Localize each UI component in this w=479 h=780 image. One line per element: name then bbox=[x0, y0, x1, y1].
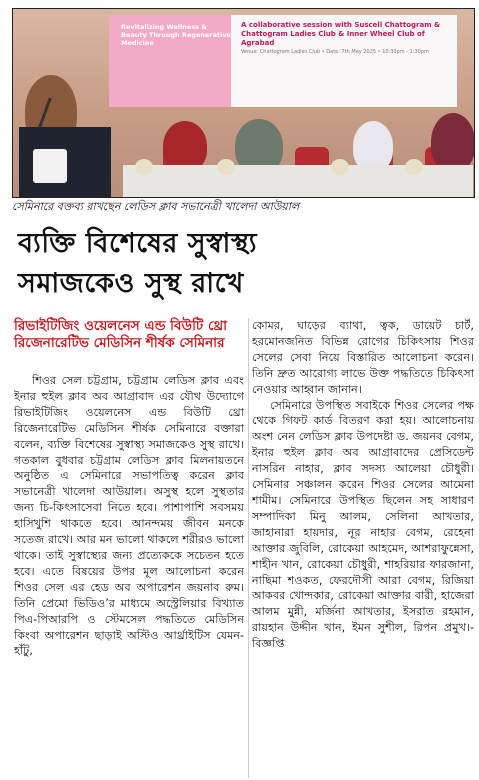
paragraph: শিওর সেল চট্টগ্রাম, চট্টগ্রাম লেডিস ক্লাব এবং ইনার হুইল ক্লাব অব আগ্রাবাদ এর যৌথ উদ্যোগে রিভাইটিজিং ওয়েলনেস এন্ড বিউটি থ্রো রিজেনারেটিভ মেডিসিন শীর্ষক সেমিনারে বক্তারা বলেন, ব্যক্তি বিশেষের সুস্বাস্থ্য সমাজকেও সুস্থ রাখে। গতকাল বুধবার চট্টগ্রাম লেডিস ক্লাব মিলনায়তনে অনুষ্ঠিত এ সেমিনারে সভাপতিত্ব করেন ক্লাব সভানেত্রী খালেদা আউয়াল। অসুস্থ হলে সুস্থতার জন্য চি-কিৎসাসেবা নিতে হবে। পাশাপাশি সবসময় হাসিখুশি থাকতে হবে। আনন্দময় জীবন মনকে সতেজ রাখে। আর মন ভালো থাকলে শরীরও ভালো থাকে। তাই সুস্বাস্থ্যের জন্য প্রত্যেককে সচেতন হতে হবে। এতে বিষয়ের উপর মূল আলোচনা করেন শিওর সেল এর হেড অব অপারেশন জয়নাব রুম। তিনি প্রেমো ভিডিও’র মাধ্যমে অস্ট্রেলিয়ার বিখ্যাত পিএ-পিআরপি ও স্টেমসেল পদ্ধতিতে মেডিসিন কিংবা অপারেশন ছাড়াই অস্টিও আর্থ্রাইটিস যেমন- হাঁটু, bbox=[14, 374, 244, 658]
subheadline: রিভাইটিজিং ওয়েলনেস এন্ড বিউটি থ্রো রিজেনারেটিভ মেডিসিন শীর্ষক সেমিনার bbox=[14, 318, 228, 351]
headline-line-1: ব্যক্তি বিশেষের সুস্বাস্থ্য bbox=[18, 228, 258, 259]
news-photo bbox=[12, 8, 475, 198]
column-divider bbox=[248, 318, 249, 778]
guest-figure bbox=[163, 121, 207, 171]
paragraph: কোমর, ঘাড়ের ব্যাথা, ত্বক, ডায়েট চার্ট, হরমোনজনিত বিভিন্ন রোগের চিকিৎসায় শিওর সেলের সেবা নিয়ে বিস্তারিত আলোচনা করেন। তিনি দ্রুত আরোগ্য লাভে উক্ত পদ্ধতিতে চিকিৎসা নেওয়ার আহ্বান জানান। bbox=[252, 319, 474, 396]
guest-figure bbox=[353, 121, 393, 171]
paragraph: সেমিনারে উপস্থিত সবাইকে শিওর সেলের পক্ষ থেকে গিফট কার্ড বিতরণ করা হয়। আলোচনায় অংশ নেন লেডিস ক্লাব উপদেষ্টা ড. জয়নব বেগম, ইনার হুইল ক্লাব অব আগ্রাবাদের প্রেসিডেন্ট নাসরিন নাহার, ক্লাব সদস্য আলেয়া চৌধুরী। সেমিনার সঞ্চালন করেন শিওর সেলের আমেনা শামীম। সেমিনারে উপস্থিত ছিলেন সহ সাধারণ সম্পাদিকা মিনু আলম, সেলিনা আখতার, জাহানারা হায়দার, নূর নাহার বেগম, রেহেনা আক্তার জুবিলি, রোকেয়া আহমেদ, আশরাফুন্নেসা, শাহীন খান, রোকেয়া চৌধুরী, শাহরিয়ার ফারজানা, নাছিমা শওকত, ফেরদৌসী আরা বেগম, রিজিয়া আকবর খোন্দকার, রোকেয়া আক্তার বারী, হাজেরা আলম মুন্নী, মর্জিনা আখতার, ইসরাত রহমান, রায়হান উদ্দীন খান, ইমন সুশীল, রিপন প্রমুখ।-বিজ্ঞপ্তি bbox=[252, 398, 474, 651]
headline-line-2: সমাজকেও সুস্থ রাখে bbox=[18, 268, 244, 299]
banner-tagline: Revitalizing Wellness & Beauty Through Regenerative Medicine bbox=[121, 23, 231, 47]
photo-caption: সেমিনারে বক্তব্য রাখছেন লেডিস ক্লাব সভানেত্রী খালেদা আউয়াল bbox=[12, 200, 300, 213]
guest-figure bbox=[431, 113, 475, 171]
club-logo bbox=[33, 149, 67, 183]
article-column-left bbox=[14, 373, 244, 778]
flower-vase bbox=[331, 159, 349, 175]
banner-title: A collaborative session with Suscell Chattogram & Chattogram Ladies Club & Inner Wheel Club of Agrabad bbox=[241, 21, 441, 47]
headline bbox=[18, 224, 473, 304]
article-column-right bbox=[252, 318, 474, 778]
flower-vase bbox=[217, 159, 235, 175]
banner-detail: Venue: Chattogram Ladies Club • Date: 7th May 2025 • 10:30pm - 1:30pm bbox=[241, 49, 429, 55]
flower-vase bbox=[405, 159, 423, 175]
flower-vase bbox=[135, 159, 153, 175]
